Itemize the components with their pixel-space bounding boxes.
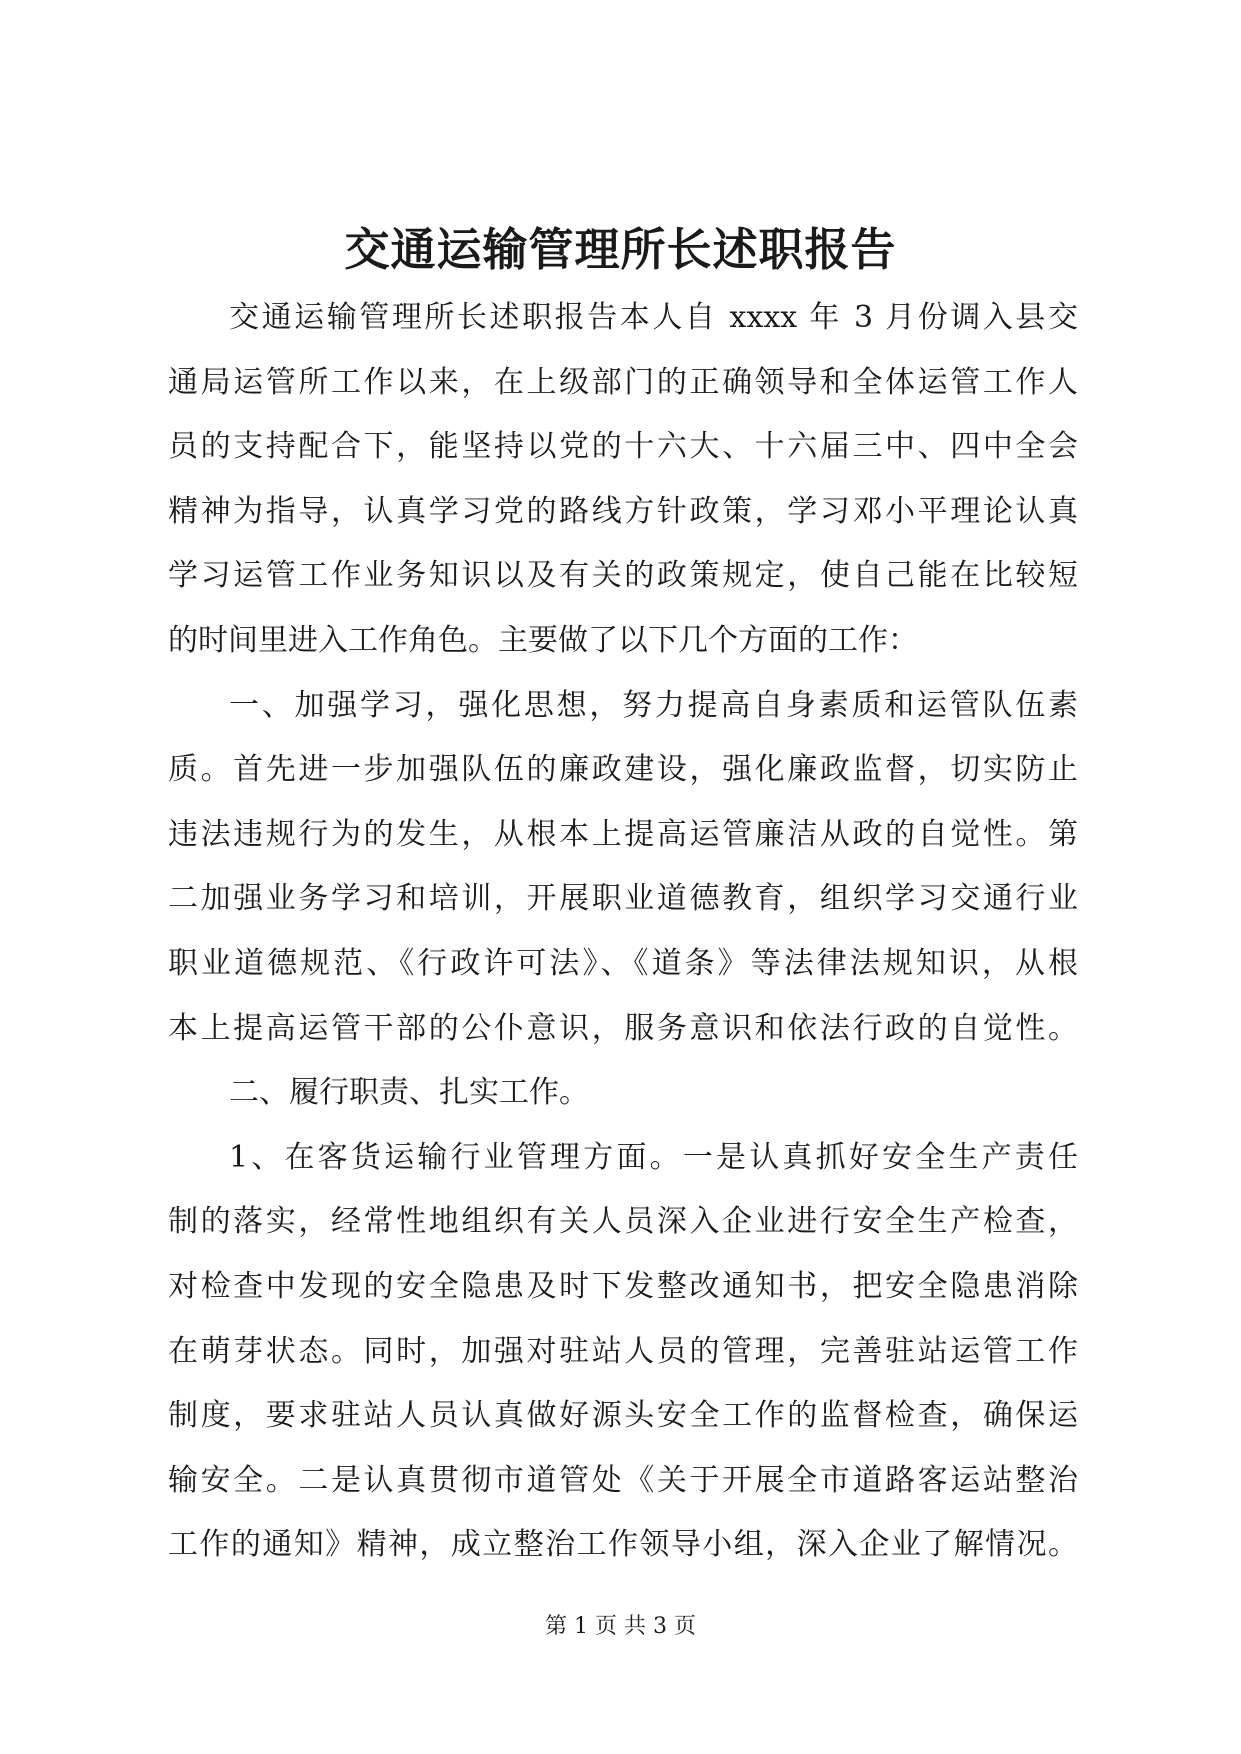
body-line: 员的支持配合下，能坚持以党的十六大、十六届三中、四中全会	[168, 429, 1078, 465]
page-number-footer: 第 1 页 共 3 页	[545, 1614, 696, 1639]
body-line: 学习运管工作业务知识以及有关的政策规定，使自己能在比较短	[168, 558, 1078, 594]
body-line: 的时间里进入工作角色。主要做了以下几个方面的工作：	[168, 622, 918, 658]
body-line: 一、加强学习，强化思想，努力提高自身素质和运管队伍素	[229, 687, 1078, 723]
body-line: 职业道德规范、《行政许可法》、《道条》等法律法规知识，从根	[168, 945, 1078, 981]
body-line: 工作的通知》精神，成立整治工作领导小组，深入企业了解情况。	[168, 1527, 1078, 1563]
body-line: 制度，要求驻站人员认真做好源头安全工作的监督检查，确保运	[168, 1398, 1078, 1434]
document-body	[168, 286, 1078, 1578]
body-line: 1、在客货运输行业管理方面。一是认真抓好安全生产责任	[229, 1139, 1078, 1175]
body-line: 质。首先进一步加强队伍的廉政建设，强化廉政监督，切实防止	[168, 752, 1078, 788]
body-line: 在萌芽状态。同时，加强对驻站人员的管理，完善驻站运管工作	[168, 1333, 1078, 1369]
document-title: 交通运输管理所长述职报告	[344, 223, 897, 276]
body-line: 本上提高运管干部的公仆意识，服务意识和依法行政的自觉性。	[168, 1010, 1078, 1046]
body-line: 精神为指导，认真学习党的路线方针政策，学习邓小平理论认真	[168, 493, 1078, 529]
body-line: 通局运管所工作以来，在上级部门的正确领导和全体运管工作人	[168, 364, 1078, 400]
body-line: 交通运输管理所长述职报告本人自 xxxx 年 3 月份调入县交	[229, 300, 1078, 335]
body-line: 二、履行职责、扎实工作。	[229, 1075, 589, 1111]
body-line: 输安全。二是认真贯彻市道管处《关于开展全市道路客运站整治	[168, 1462, 1078, 1498]
body-line: 制的落实，经常性地组织有关人员深入企业进行安全生产检查，	[168, 1204, 1078, 1240]
body-line: 二加强业务学习和培训，开展职业道德教育，组织学习交通行业	[168, 881, 1078, 917]
body-line: 违法违规行为的发生，从根本上提高运管廉洁从政的自觉性。第	[168, 816, 1078, 852]
body-line: 对检查中发现的安全隐患及时下发整改通知书，把安全隐患消除	[168, 1268, 1078, 1304]
